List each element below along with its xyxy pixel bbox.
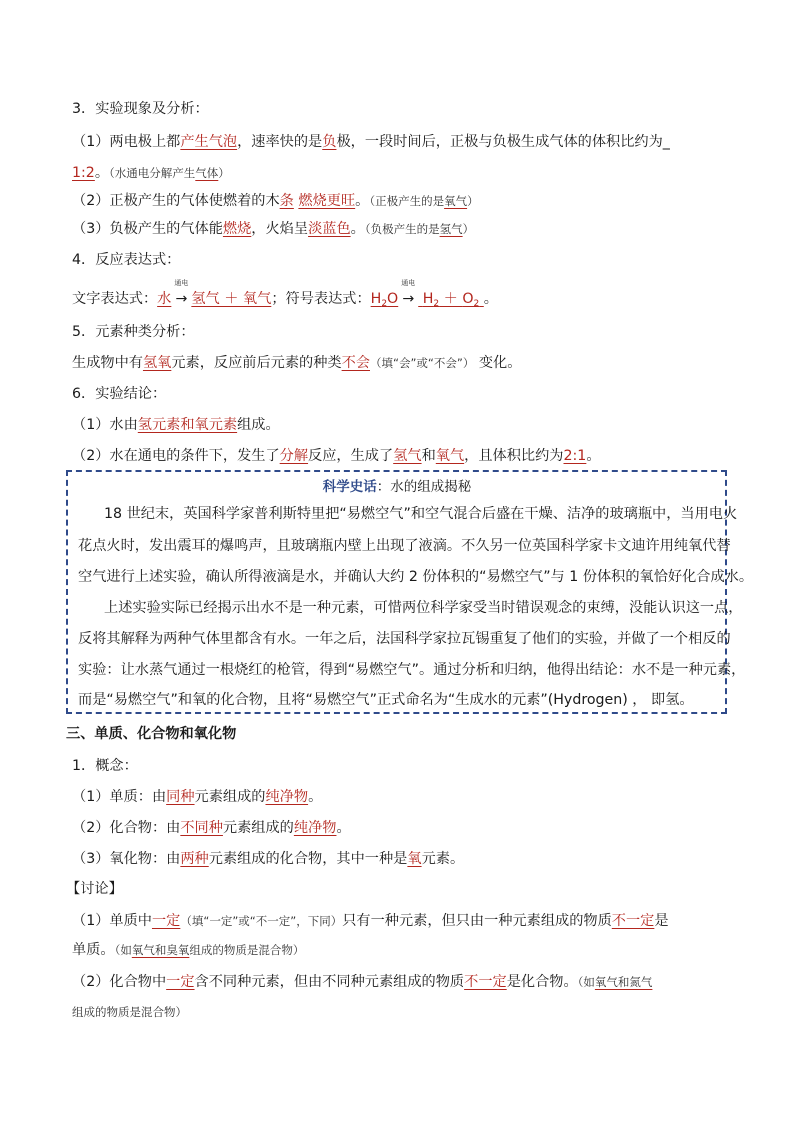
answer-blank: 燃烧 [222,221,252,237]
history-paragraph-line: 而是“易燃空气”和氧的化合物，且将“易燃空气”正式命名为“生成水的元素”(Hydrogen) ， 即氢。 [78,692,694,708]
concept-line-2: （2）化合物：由不同种元素组成的纯净物。 [72,820,351,836]
answer-blank: 两种 [180,851,209,867]
answer-blank: 氢氧 [142,355,172,371]
concept-line-3: （3）氧化物：由两种元素组成的化合物，其中一种是氧元素。 [72,851,465,867]
answer-blank: 气体 [195,166,219,180]
answer-blank: 氧气和臭氧 [131,943,190,957]
answer-blank: 燃烧更旺 [298,193,356,209]
section-three-heading: 三、单质、化合物和氧化物 [66,726,237,742]
word-products: 氢气 ＋ 氧气 [191,291,272,307]
history-paragraph-line: 空气进行上述实验，确认所得液滴是水，并确认大约 2 份体积的“易燃空气”与 1 份体积的氧恰好化合成水。 [78,569,754,585]
section-5-heading: 5．元素种类分析： [72,324,195,340]
symbol-reactant: $H_2O$ [370,291,399,309]
answer-blank: 分解 [279,448,309,464]
answer-blank: 纯净物 [265,789,309,805]
discussion-line-2: （2）化合物中一定含不同种元素，但由不同种元素组成的物质不一定是化合物。（如氧气和氮气 [72,974,653,990]
history-paragraph-line: 18 世纪末，英国科学家普利斯特里把“易燃空气”和空气混合后盛在干燥、洁净的玻璃瓶中，当用电火 [104,506,738,522]
history-paragraph-line: 花点火时，发出震耳的爆鸣声，且玻璃瓶内壁上出现了液滴。不久另一位英国科学家卡文迪许用纯氧代替 [78,538,731,554]
reaction-arrow: 通电 → [174,279,189,307]
concept-heading: 1．概念： [72,758,138,774]
answer-blank: 氧 [407,851,422,867]
answer-blank: 同种 [166,789,195,805]
answer-blank: 氧气 [435,448,465,464]
section-6-heading: 6．实验结论： [72,386,167,402]
answer-blank: 条 [279,193,294,209]
word-reactant: 水 [157,291,172,307]
discussion-line-1-cont: 单质。（如氧气和臭氧组成的物质是混合物） [72,942,305,958]
history-paragraph-line: 上述实验实际已经揭示出水不是一种元素，可惜两位科学家受当时错误观念的束缚，没能认识这一点， [104,600,743,616]
conclusion-line-2: （2）水在通电的条件下，发生了分解反应，生成了氢气和氧气，且体积比约为2:1。 [72,448,601,464]
answer-blank: 产生气泡 [180,134,238,150]
answer-blank: 不一定 [464,974,507,990]
phenomenon-line-1-cont: 1:2。（水通电分解产生气体） [72,165,230,181]
history-paragraph-line: 反将其解释为两种气体里都含有水。一年之后，法国科学家拉瓦锡重复了他们的实验，并做了一个相反的 [78,631,731,647]
discussion-heading: 【讨论】 [66,881,123,897]
answer-blank: 不一定 [611,913,655,929]
science-history-title: 科学史话：水的组成揭秘 [322,479,472,495]
answer-blank: 不同种 [180,820,223,836]
history-paragraph-line: 实验：让水蒸气通过一根烧红的枪管，得到“易燃空气”。通过分析和归纳，他得出结论：水不是一种元素， [78,662,746,678]
answer-blank: 负 [322,134,337,150]
discussion-line-1: （1）单质中一定（填“一定”或“不一定”，下同）只有一种元素，但只由一种元素组成的物质不一定是 [72,913,669,929]
element-analysis-line: 生成物中有氢氧元素，反应前后元素的种类不会（填“会”或“不会”） 变化。 [72,355,522,371]
answer-blank: 纯净物 [293,820,337,836]
answer-blank: 一定 [151,913,181,929]
answer-blank: 不会 [341,355,370,371]
reaction-arrow: 通电 → [401,279,416,307]
phenomenon-line-3: （3）负极产生的气体能燃烧，火焰呈淡蓝色。（负极产生的是氢气） [72,221,475,237]
answer-blank: 一定 [166,974,195,990]
symbol-products: $H_2 + O_2$ [422,291,480,309]
answer-blank: 氧气和氮气 [594,975,653,989]
phenomenon-line-2: （2）正极产生的气体使燃着的木条 燃烧更旺。（正极产生的是氧气） [72,193,479,209]
answer-blank: 氢元素和氧元素 [137,417,238,433]
discussion-line-2-cont: 组成的物质是混合物） [72,1005,187,1019]
answer-blank: 氢气 [439,222,463,236]
section-4-heading: 4．反应表达式： [72,252,181,268]
reaction-expression-line: 文字表达式：水 通电 → 氢气 ＋ 氧气；符号表达式：$H_2O$ 通电 → $H_2 + O_2$ 。 [72,279,498,309]
conclusion-line-1: （1）水由氢元素和氧元素组成。 [72,417,280,433]
section-3-heading: 3．实验现象及分析： [72,101,209,117]
answer-blank: 2:1 [563,448,587,464]
answer-blank: 氢气 [393,448,422,464]
answer-blank: 1:2 [72,165,95,181]
answer-blank: 淡蓝色 [308,221,351,237]
answer-blank: 氧气 [444,194,468,208]
concept-line-1: （1）单质：由同种元素组成的纯净物。 [72,789,323,805]
phenomenon-line-1: （1）两电极上都产生气泡，速率快的是负极，一段时间后，正极与负极生成气体的体积比约为_ [72,134,670,150]
